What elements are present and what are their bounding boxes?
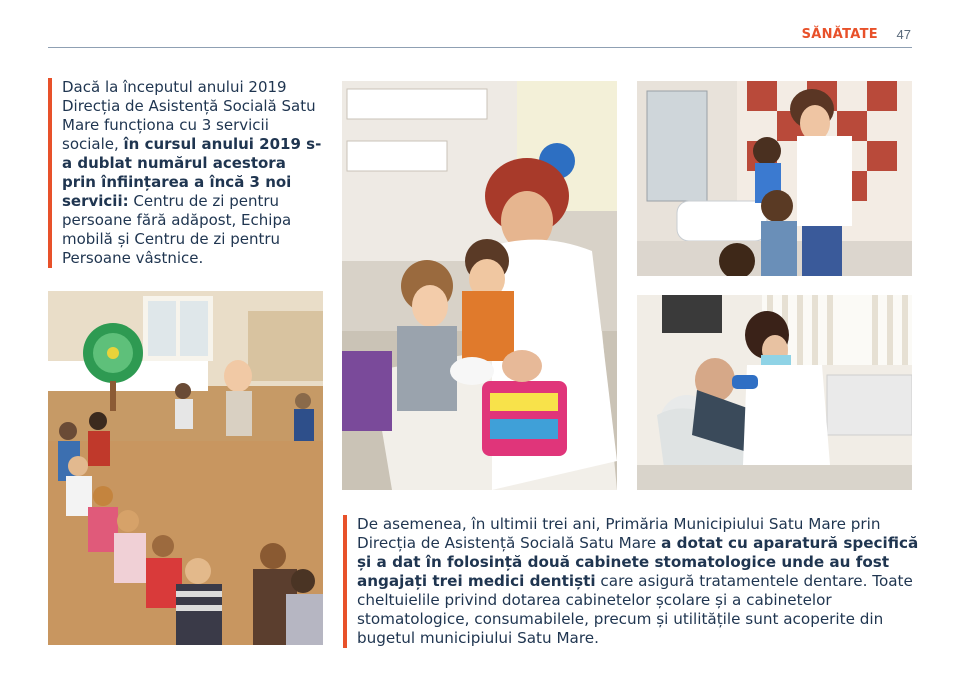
dental-text-1: De asemenea, în ultimii trei ani, Primăria Municipiului Satu Mare prin Direcția de Asistență Socială Satu Mare <box>357 515 881 552</box>
dental-paragraph <box>343 515 932 648</box>
photo-toothbrushing <box>637 81 912 276</box>
dental-text-3: care asigură tratamentele dentare. Toate cheltuielile privind dotarea cabinetelor școlare și a cabinetelor stomatologice, consumabilele, precum și utilitățile sunt acoperite din bugetul municipiului Satu Mare. <box>357 572 913 647</box>
photo-kindergarten-class <box>48 291 323 645</box>
photo-dental-education <box>342 81 617 490</box>
intro-text-1: Dacă la începutul anului 2019 Direcția de Asistență Socială Satu Mare funcționa cu 3 servicii sociale, <box>62 78 316 153</box>
intro-text-bold: în cursul anului 2019 s-a dublat numărul acestora prin înființarea a încă 3 noi servicii: <box>62 135 322 210</box>
section-title: SĂNĂTATE <box>801 27 878 42</box>
photo-dental-office <box>637 295 912 490</box>
page-number: 47 <box>896 27 911 42</box>
header-rule <box>48 47 912 48</box>
intro-paragraph <box>48 78 324 268</box>
intro-text-3: Centru de zi pentru persoane fără adăpost, Echipa mobilă și Centru de zi pentru Persoane vâstnice. <box>62 192 292 267</box>
dental-text-bold: a dotat cu aparatură specifică și a dat în folosință două cabinete stomatologice unde au fost angajați trei medici dentiști <box>357 534 919 590</box>
